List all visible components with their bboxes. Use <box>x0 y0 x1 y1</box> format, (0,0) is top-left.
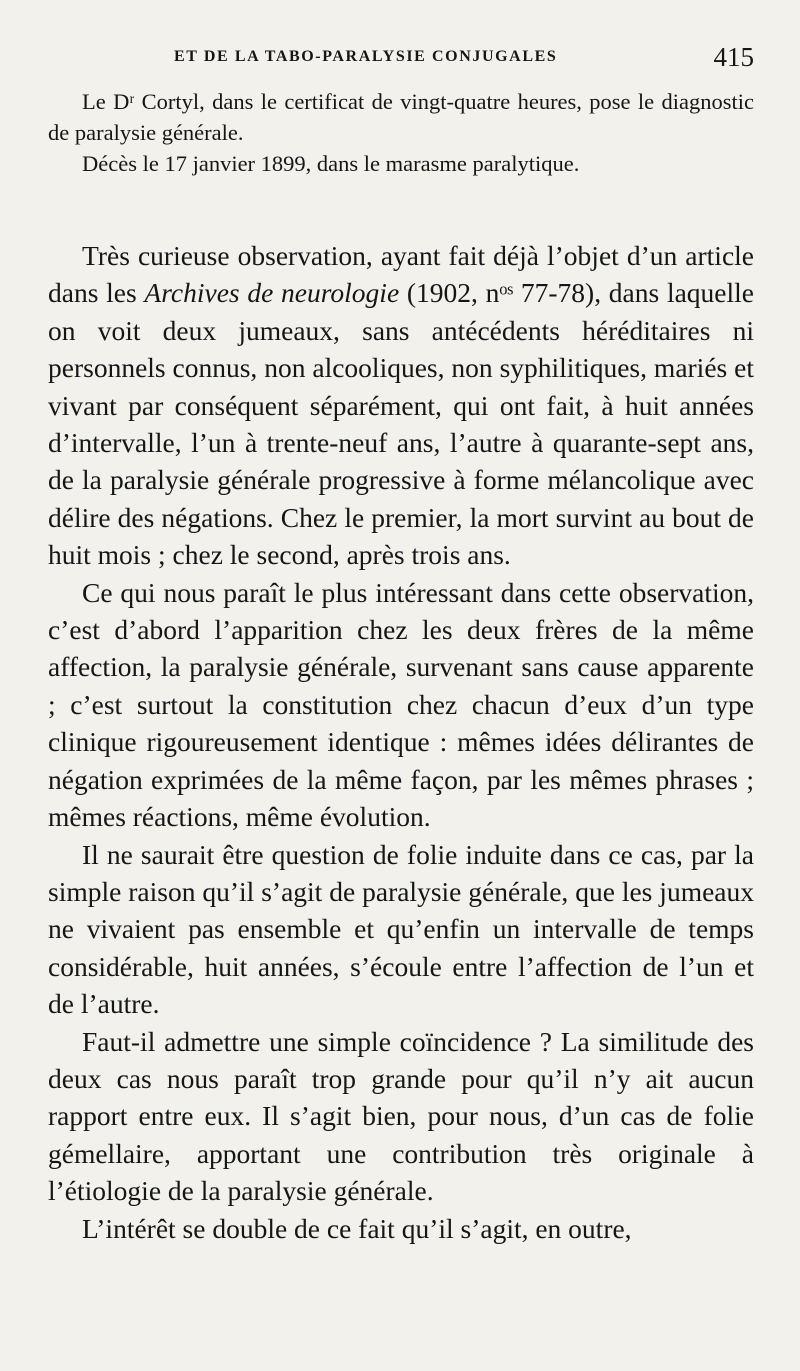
page-number: 415 <box>713 42 754 72</box>
paragraph-induced-madness: Il ne saurait être question de folie induite dans ce cas, par la simple raison qu’il s’agit de paralysie générale, que les jumeaux ne vivaient pas ensemble et qu’enfin un intervalle de temps considérable, huit années, s’écoule entre l’affection de l’un et de l’autre. <box>48 838 754 1020</box>
paragraph-observation <box>48 237 754 574</box>
paragraph-interest: Ce qui nous paraît le plus intéressant dans cette observation, c’est d’abord l’apparition chez les deux frères de la même affection, la paralysie générale, survenant sans cause apparente ; c’est surtout la constitution chez chacun d’eux d’un type clinique rigoureusement identique : mêmes idées délirantes de négation exprimées de la même façon, par les mêmes phrases ; mêmes réactions, même évolution. <box>48 576 754 833</box>
case-note-death: Décès le 17 janvier 1899, dans le marasme paralytique. <box>82 151 580 176</box>
paragraph-text: Très curieuse observation, ayant fait déjà l’objet d’un article dans les <box>48 240 754 309</box>
paragraph-interest-doubles: L’intérêt se double de ce fait qu’il s’agit, en outre, <box>82 1212 632 1244</box>
paragraph-text: (1902, nᵒˢ 77-78), dans laquelle on voit deux jumeaux, sans antécédents héréditaires ni personnels connus, non alcooliques, non syphilitiques, mariés et vivant par conséquent séparément, qui ont fait, à huit années d’intervalle, l’un à trente-neuf ans, l’autre à quarante-sept ans, de la paralysie générale progressive à forme mélancolique avec délire des négations. Chez le premier, la mort survint au bout de huit mois ; chez le second, après trois ans. <box>48 277 754 571</box>
paragraph-coincidence: Faut-il admettre une simple coïncidence ? La similitude des deux cas nous paraît trop grande pour qu’il n’y ait aucun rapport entre eux. Il s’agit bien, pour nous, d’un cas de folie gémellaire, apportant une contribution très originale à l’étiologie de la paralysie générale. <box>48 1025 754 1207</box>
journal-title: Archives de neurologie <box>144 277 400 309</box>
running-title: ET DE LA TABO-PARALYSIE CONJUGALES <box>174 48 558 65</box>
section-gap <box>48 179 754 237</box>
running-head <box>48 44 754 84</box>
case-note-diagnosis: Le Dʳ Cortyl, dans le certificat de vingt-quatre heures, pose le diagnostic de paralysie générale. <box>48 89 754 145</box>
